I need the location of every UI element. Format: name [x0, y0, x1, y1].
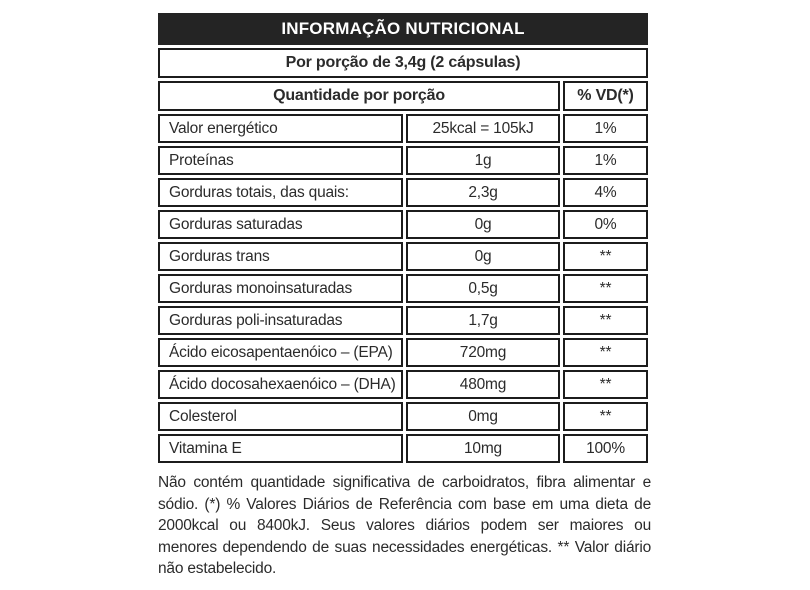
portion-header: Por porção de 3,4g (2 cápsulas) — [158, 48, 648, 78]
table-row — [158, 210, 648, 239]
nutrient-value: 0,5g — [406, 274, 560, 303]
nutrient-value: 480mg — [406, 370, 560, 399]
nutrient-vd: ** — [563, 402, 648, 431]
column-header-vd: % VD(*) — [563, 81, 648, 111]
nutrient-name: Gorduras saturadas — [158, 210, 403, 239]
nutrient-name: Valor energético — [158, 114, 403, 143]
nutrient-vd: 1% — [563, 146, 648, 175]
nutrient-value: 0g — [406, 242, 560, 271]
nutrient-value: 1g — [406, 146, 560, 175]
footnote-text: Não contém quantidade significativa de carboidratos, fibra alimentar e sódio. (*) % Valores Diários de Referência com base em uma dieta de 2000kcal ou 8400kJ. Seus valores diários podem ser maiores ou menores dependendo de suas necessidades energéticas. ** Valor diário não estabelecido. — [158, 474, 651, 577]
nutrient-vd: 100% — [563, 434, 648, 463]
table-row — [158, 402, 648, 431]
nutrient-vd: ** — [563, 242, 648, 271]
nutrient-value: 0mg — [406, 402, 560, 431]
portion-row — [158, 48, 648, 78]
table-row — [158, 242, 648, 271]
nutrition-label — [158, 13, 651, 580]
nutrient-name: Ácido docosahexaenóico – (DHA) — [158, 370, 403, 399]
nutrient-name: Gorduras totais, das quais: — [158, 178, 403, 207]
nutrient-value: 25kcal = 105kJ — [406, 114, 560, 143]
nutrient-vd: ** — [563, 370, 648, 399]
table-row — [158, 274, 648, 303]
nutrient-name: Vitamina E — [158, 434, 403, 463]
nutrient-name: Gorduras trans — [158, 242, 403, 271]
nutrient-name: Proteínas — [158, 146, 403, 175]
nutrition-label-title: INFORMAÇÃO NUTRICIONAL — [158, 13, 648, 45]
table-row — [158, 306, 648, 335]
nutrient-value: 0g — [406, 210, 560, 239]
table-row — [158, 114, 648, 143]
table-row — [158, 146, 648, 175]
nutrient-name: Gorduras monoinsaturadas — [158, 274, 403, 303]
nutrient-vd: 1% — [563, 114, 648, 143]
nutrient-value: 2,3g — [406, 178, 560, 207]
nutrient-name: Colesterol — [158, 402, 403, 431]
nutrient-vd: 0% — [563, 210, 648, 239]
nutrient-vd: 4% — [563, 178, 648, 207]
column-header-quantity: Quantidade por porção — [158, 81, 560, 111]
table-row — [158, 434, 648, 463]
table-row — [158, 370, 648, 399]
nutrient-vd: ** — [563, 274, 648, 303]
nutrient-value: 1,7g — [406, 306, 560, 335]
column-header-row — [158, 81, 648, 111]
table-row — [158, 338, 648, 367]
nutrient-value: 720mg — [406, 338, 560, 367]
nutrient-vd: ** — [563, 338, 648, 367]
nutrient-value: 10mg — [406, 434, 560, 463]
nutrient-name: Ácido eicosapentaenóico – (EPA) — [158, 338, 403, 367]
nutrient-name: Gorduras poli-insaturadas — [158, 306, 403, 335]
nutrient-vd: ** — [563, 306, 648, 335]
table-row — [158, 178, 648, 207]
